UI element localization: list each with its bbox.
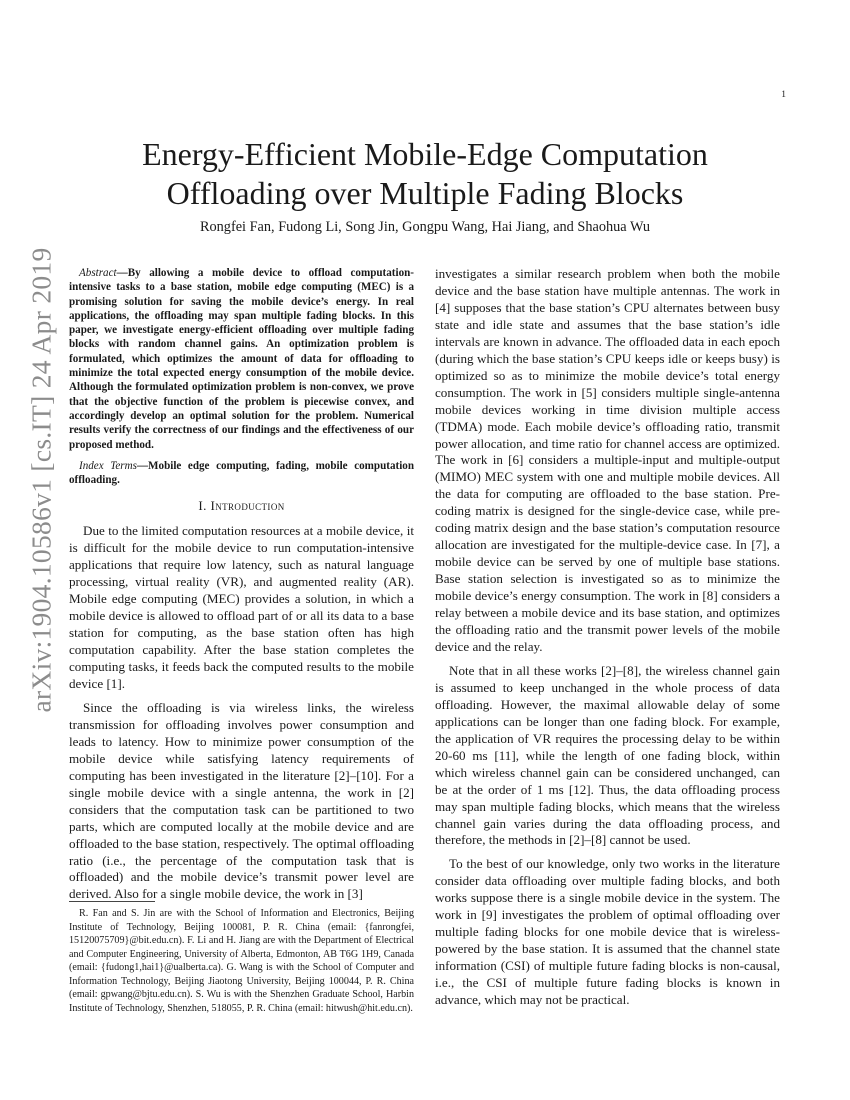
intro-paragraph-5: To the best of our knowledge, only two works in the literature consider data offloading over multiple fading blocks, and both works suppose there is a single mobile device in the system. The work in [9] investigates the problem of optimal offloading over multiple fading blocks for one mobile device that is wireless-powered by the base station. It is assumed that the channel state information (CSI) of multiple future fading blocks is non-causal, i.e., the CSI of multiple future fading blocks is known in advance, which may not be practical.: [435, 856, 780, 1008]
intro-paragraph-1: Due to the limited computation resources at a mobile device, it is difficult for the mobile device to run computation-intensive applications that require low latency, such as natural language processing, virtual reality (VR), and augmented reality (AR). Mobile edge computing (MEC) provides a solution, in which a mobile device is allowed to offload part of or all its data to a base station for computing, as the base station often has high computation capability. After the base station completes the computing tasks, it feeds back the computed results to the mobile device [1].: [69, 523, 414, 691]
index-terms: [69, 459, 414, 488]
index-terms-text: —Mobile edge computing, fading, mobile computation offloading.: [69, 459, 414, 487]
intro-paragraph-3: investigates a similar research problem when both the mobile device and the base station have multiple antennas. The work in [4] supposes that the base station’s CPU alternates between busy state and idle state and assumes that the base station’s idle intervals are known in advance. The offloaded data in each epoch (during which the base station’s CPU keeps idle or keeps busy) is optimized so as to minimize the mobile device’s total energy consumption. The work in [5] considers multiple single-antenna mobile devices working in time division multiple access (TDMA) mode. Each mobile device’s offloading ratio, transmit power allocation, and time ratio for channel access are optimized. The work in [6] considers a multiple-input and multiple-output (MIMO) MEC system with one and multiple mobile devices. All the data for computing are offloaded to the base station. Pre-coding matrix is designed for the single-device case, while pre-coding matrix design and the base station’s computation resource allocation are investigated for the multiple-device case. In [7], a mobile device can be served by one of multiple base stations. Base station selection is investigated so as to minimize the mobile device’s energy consumption. The work in [8] considers a relay between a mobile device and its base station, and optimizes the offloading ratio and the transmit power levels of the mobile device and the relay.: [435, 266, 780, 654]
right-column: [435, 266, 780, 1009]
intro-paragraph-2: Since the offloading is via wireless links, the wireless transmission for offloading involves power consumption and leads to latency. How to minimize power consumption of the mobile device while satisfying latency requirements of computing has been investigated in the literature [2]–[10]. For a single mobile device with a single antenna, the work in [2] considers that the computation task can be partitioned to two parts, which are computed locally at the mobile device and are offloaded to the base station, respectively. The optimal offloading ratio (i.e., the percentage of the computation task that is offloaded) and the mobile device’s transmit power level are derived. Also for a single mobile device, the work in [3]: [69, 699, 414, 902]
paper-title: [60, 135, 790, 213]
index-terms-label: Index Terms: [79, 459, 137, 472]
author-list: Rongfei Fan, Fudong Li, Song Jin, Gongpu Wang, Hai Jiang, and Shaohua Wu: [199, 219, 651, 235]
title-line-2: Offloading over Multiple Fading Blocks: [166, 175, 684, 211]
intro-paragraph-4: Note that in all these works [2]–[8], the wireless channel gain is assumed to keep unchanged in the whole process of data offloading. However, the maximal allowable delay of some applications can be longer than one fading block. For example, the application of VR requires the processing delay to be within 20-60 ms [11], while the length of one fading block, within which wireless channel gain can be considered unchanged, can be at the order of 1 ms [12]. Thus, the data offloading process may span multiple fading blocks, which means that the wireless channel gain varies during the data offloading process, and therefore, the methods in [2]–[8] cannot be used.: [435, 662, 780, 848]
affiliation-footnote: R. Fan and S. Jin are with the School of Information and Electronics, Beijing Institute of Technology, Beijing 100081, P. R. China (email: {fanrongfei, 15120075709}@bit.edu.cn). F. Li and H. Jiang are with the Department of Electrical and Computer Engineering, University of Alberta, Edmonton, AB T6G 1H9, Canada (email: {fudong1,hai1}@ualberta.ca). G. Wang is with the School of Computer and Information Technology, Beijing Jiaotong University, Beijing 100044, P. R. China (email: gpwang@bjtu.edu.cn). S. Wu is with the Shenzhen Graduate School, Harbin Institute of Technology, Shenzhen, 518055, P. R. China (email: hitwush@hit.edu.cn).: [69, 908, 414, 1014]
abstract-text: —By allowing a mobile device to offload computation-intensive tasks to a base station, mobile edge computing (MEC) is a promising solution for saving the mobile device’s energy. In real applications, the offloading may span multiple fading blocks. In this paper, we investigate energy-efficient offloading over multiple fading blocks with random channel gains. An optimization problem is formulated, which optimizes the amount of data for offloading to minimize the total expected energy consumption of the mobile device. Although the formulated optimization problem is non-convex, we prove that the objective function of the problem is piecewise convex, and accordingly develop an optimal solution for the problem. Numerical results verify the correctness of our findings and the effectiveness of our proposed method.: [69, 267, 414, 451]
abstract: [69, 266, 414, 452]
footnote-divider: [69, 901, 155, 902]
abstract-label: Abstract: [79, 267, 117, 279]
left-column: [69, 266, 414, 903]
section-heading-introduction: I. Introduction: [198, 498, 285, 514]
arxiv-id-text: arXiv:1904.10586v1 [cs.IT] 24 Apr 2019: [26, 247, 57, 713]
title-line-1: Energy-Efficient Mobile-Edge Computation: [142, 136, 708, 172]
page-number: 1: [781, 90, 786, 100]
arxiv-stamp: [22, 247, 62, 713]
